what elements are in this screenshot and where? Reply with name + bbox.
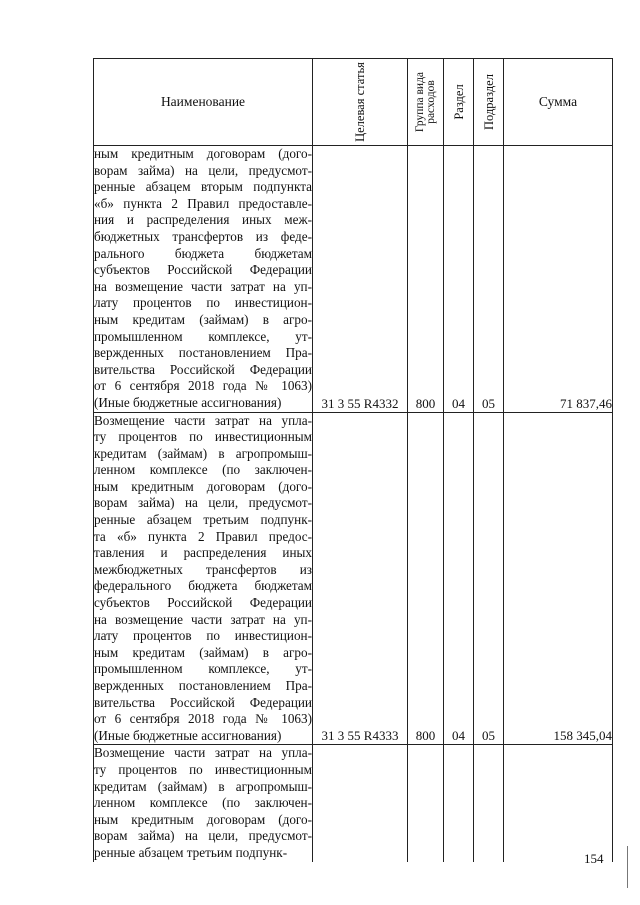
row-subsection: 05: [474, 412, 504, 745]
row-target-article: 31 3 55 R4332: [313, 146, 408, 413]
name-line: ту процентов по инвестиционным: [94, 429, 312, 445]
name-line: ворам займа) на цели, предусмот-: [94, 828, 312, 844]
header-amount: Сумма: [504, 59, 613, 146]
name-line: тавления и распределения иных: [94, 545, 312, 561]
name-line: от 6 сентября 2018 года № 1063): [94, 711, 312, 727]
name-line: бюджетных трансфертов из феде-: [94, 228, 312, 244]
name-line: на возмещение части затрат на уп-: [94, 611, 312, 627]
name-line: лату процентов по инвестицион-: [94, 295, 312, 311]
name-line: ленном комплексе (по заключен-: [94, 795, 312, 811]
header-section: Раздел: [444, 59, 474, 146]
name-line: промышленном комплексе, ут-: [94, 661, 312, 677]
table-row: [94, 412, 613, 745]
budget-table: [93, 58, 613, 862]
name-line: ния и распределения иных меж-: [94, 212, 312, 228]
row-section: [444, 745, 474, 862]
name-line: федерального бюджета бюджетам: [94, 578, 312, 594]
row-amount: 71 837,46: [504, 146, 613, 413]
name-line: та «б» пункта 2 Правил предос-: [94, 528, 312, 544]
row-name-cell: [94, 146, 313, 413]
name-line: субъектов Российской Федерации: [94, 595, 312, 611]
name-line: ренные абзацем вторым подпункта: [94, 179, 312, 195]
name-line: ным кредитным договорам (дого-: [94, 478, 312, 494]
name-line: от 6 сентября 2018 года № 1063): [94, 378, 312, 394]
table-header-row: [94, 59, 613, 146]
name-line: «б» пункта 2 Правил предоставле-: [94, 195, 312, 211]
row-target-article: [313, 745, 408, 862]
row-amount: 158 345,04: [504, 412, 613, 745]
name-line: лату процентов по инвестицион-: [94, 628, 312, 644]
name-line: Возмещение части затрат на упла-: [94, 745, 312, 761]
name-line: промышленном комплексе, ут-: [94, 328, 312, 344]
row-name-cell: [94, 412, 313, 745]
name-line: вительства Российской Федерации: [94, 694, 312, 710]
name-line: ным кредитам (займам) в агро-: [94, 311, 312, 327]
header-subsection: Подраздел: [474, 59, 504, 146]
name-line: ленном комплексе (по заключен-: [94, 462, 312, 478]
name-line: Возмещение части затрат на упла-: [94, 412, 312, 428]
name-line: ворам займа) на цели, предусмот-: [94, 162, 312, 178]
header-target-article: Целевая статья: [313, 59, 408, 146]
name-line: ворам займа) на цели, предусмот-: [94, 495, 312, 511]
row-amount: [504, 745, 613, 862]
name-line: (Иные бюджетные ассигнования): [94, 727, 282, 743]
row-subsection: 05: [474, 146, 504, 413]
name-line: ту процентов по инвестиционным: [94, 761, 312, 777]
name-line: субъектов Российской Федерации: [94, 262, 312, 278]
name-line: ренные абзацем третьим подпунк-: [94, 512, 312, 528]
name-line: рального бюджета бюджетам: [94, 245, 312, 261]
name-line: кредитам (займам) в агропромыш-: [94, 445, 312, 461]
row-expense-group: 800: [408, 412, 444, 745]
row-name-cell: [94, 745, 313, 862]
page-number: 154: [584, 851, 604, 866]
row-section: 04: [444, 412, 474, 745]
name-line: (Иные бюджетные ассигнования): [94, 394, 282, 410]
scan-edge-line: [627, 846, 628, 888]
name-line: ренные абзацем третьим подпунк-: [94, 844, 288, 860]
name-line: межбюджетных трансфертов из: [94, 561, 312, 577]
row-section: 04: [444, 146, 474, 413]
name-line: вительства Российской Федерации: [94, 361, 312, 377]
name-line: вержденных постановлением Пра-: [94, 345, 312, 361]
header-expense-group: Группа вида расходов: [408, 59, 444, 146]
name-line: на возмещение части затрат на уп-: [94, 278, 312, 294]
header-name: Наименование: [94, 59, 313, 146]
row-expense-group: [408, 745, 444, 862]
name-line: ным кредитным договорам (дого-: [94, 811, 312, 827]
row-target-article: 31 3 55 R4333: [313, 412, 408, 745]
table-row: [94, 146, 613, 413]
name-line: вержденных постановлением Пра-: [94, 678, 312, 693]
name-line: ным кредитам (займам) в агро-: [94, 644, 312, 660]
name-line: кредитам (займам) в агропромыш-: [94, 778, 312, 794]
row-subsection: [474, 745, 504, 862]
row-expense-group: 800: [408, 146, 444, 413]
table-row: [94, 745, 613, 862]
name-line: ным кредитным договорам (дого-: [94, 146, 312, 161]
